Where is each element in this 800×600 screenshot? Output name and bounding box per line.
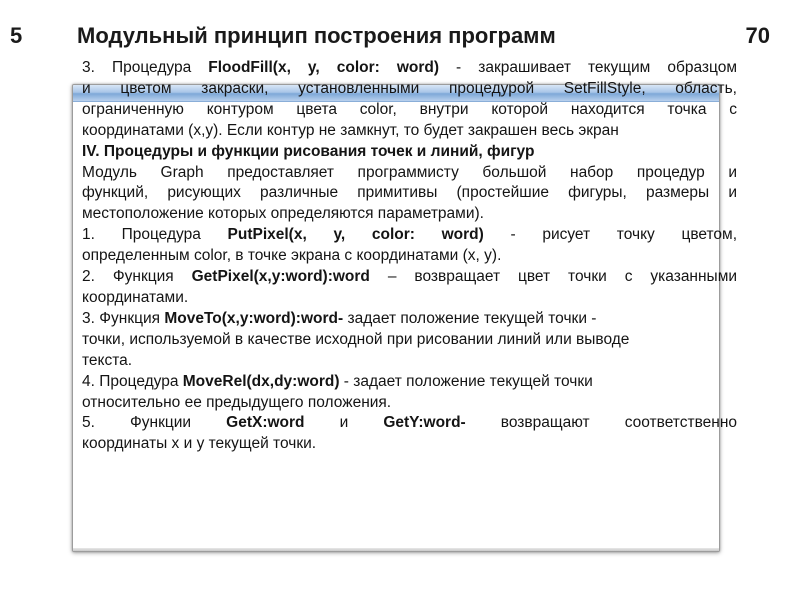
card-bottom-edge — [73, 548, 719, 551]
list-item-moveto: 3. Функция MoveTo(x,y:word):word- задает положение текущей точки - — [82, 309, 597, 327]
text-line: текста. — [82, 351, 133, 369]
list-item-getxy: 5. Функции GetX:word и GetY:word- возвращают соответственно — [82, 414, 737, 432]
slide-title: Модульный принцип построения программ — [77, 23, 556, 48]
list-item-getpixel: 2. Функция GetPixel(x,y:word):word – возвращает цвет точки с указанными — [82, 268, 738, 286]
text-line: и цветом закраски, установленными процедурой SetFillStyle, область, — [82, 79, 737, 97]
slide-number: 5 — [10, 23, 23, 48]
text-line: ограниченную контуром цвета color, внутри которой находится точка с — [82, 100, 737, 118]
text-line: местоположение которых определяются параметрами). — [82, 205, 484, 223]
code-getpixel: GetPixel(x,y:word):word — [191, 268, 370, 286]
text-line: определенным color, в точке экрана с координатами (x, y). — [82, 247, 502, 265]
code-gety: GetY:word- — [383, 414, 466, 432]
text-line: функций, рисующих различные примитивы (простейшие фигуры, размеры и — [82, 184, 737, 202]
code-getx: GetX:word — [226, 414, 305, 432]
text-line: Модуль Graph предоставляет программисту большой набор процедур и — [82, 163, 737, 181]
code-putpixel: PutPixel(x, y, color: word) — [227, 226, 484, 244]
code-moveto: MoveTo(x,y:word):word- — [164, 309, 344, 327]
body-text — [82, 58, 737, 455]
text-line: координатами (x,y). Если контур не замкнут, то будет закрашен весь экран — [82, 121, 619, 139]
list-item-moverel: 4. Процедура MoveRel(dx,dy:word) - задает положение текущей точки — [82, 372, 593, 390]
text-line: 3. Процедура FloodFill(x, y, color: word) - закрашивает текущим образцом — [82, 59, 738, 76]
text-line: относительно ее предыдущего положения. — [82, 393, 392, 411]
text-line: координатами. — [82, 288, 189, 306]
code-moverel: MoveRel(dx,dy:word) — [182, 372, 340, 390]
list-item-putpixel: 1. Процедура PutPixel(x, y, color: word) - рисует точку цветом, — [82, 226, 738, 244]
code-floodfill: FloodFill(x, y, color: word) — [208, 59, 440, 76]
text-line: координаты x и y текущей точки. — [82, 435, 317, 453]
section-heading: IV. Процедуры и функции рисования точек и линий, фигур — [82, 142, 535, 160]
page-number: 70 — [745, 23, 770, 48]
text-line: точки, используемой в качестве исходной при рисовании линий или выводе — [82, 330, 630, 348]
